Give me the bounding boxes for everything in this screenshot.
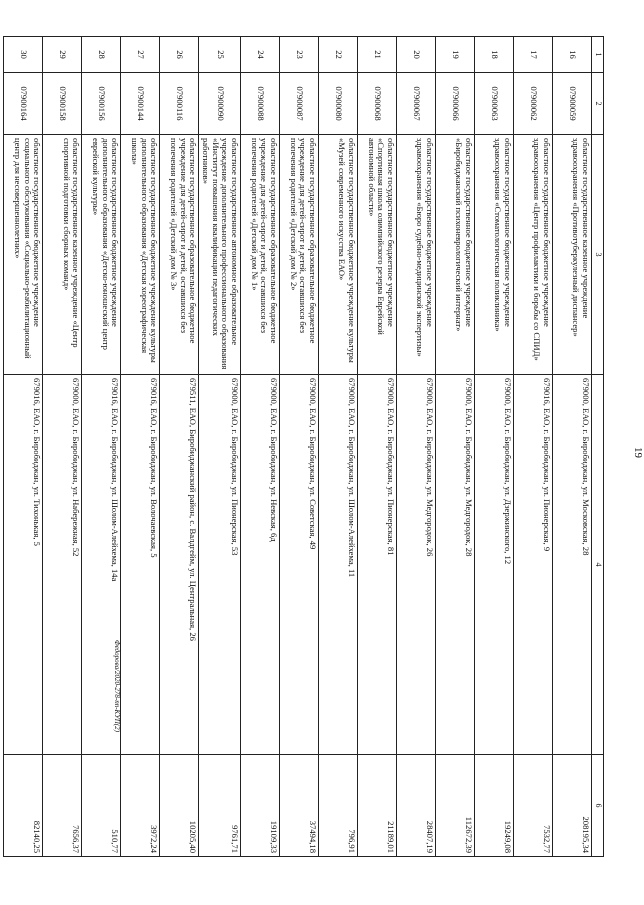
row-number-cell: 18 [475,37,514,73]
code-cell: 07900087 [280,73,319,135]
table-row [121,37,160,857]
institution-name-cell: областное государственное образовательное бюджетное учреждение для детей-сирот и детей, оставшихся без попечения родителей «Детский дом № 3» [160,135,199,375]
footer-reference: Федорова/2020-278-пп-КУП(2) [113,640,121,733]
institution-name-cell: областное государственное бюджетное учреждение здравоохранения «Стоматологическая поликлиника» [475,135,514,375]
institutions-table [4,36,605,857]
table-row [4,37,43,857]
code-cell: 07900067 [397,73,436,135]
table-row [358,37,397,857]
address-cell: 679016, ЕАО, г. Биробиджан, ул. Шолом-Алейхема, 14а [82,375,121,755]
table-header-row [592,37,604,857]
amount-cell: 82140,25 [4,755,43,857]
institution-name-cell: областное государственное образовательное бюджетное учреждение для детей-сирот и детей, оставшихся без попечения родителей «Детский дом № 2» [280,135,319,375]
amount-cell: 28407,19 [397,755,436,857]
institution-name-cell: областное государственное бюджетное учреждение здравоохранения «Бюро судебно-медицинской экспертизы» [397,135,436,375]
row-number-cell: 21 [358,37,397,73]
table-row [280,37,319,857]
table-row [436,37,475,857]
address-cell: 679000, ЕАО, г. Биробиджан, ул. Набережная, 52 [43,375,82,755]
institution-name-cell: областное государственное казенное учреждение здравоохранения «Противотуберкулезный диспансер» [553,135,592,375]
address-cell: 679016, ЕАО, г. Биробиджан, ул. Волочаевская, 5 [121,375,160,755]
institution-name-cell: областное государственное казенное учреждение «Центр спортивной подготовки сборных команд» [43,135,82,375]
row-number-cell: 16 [553,37,592,73]
amount-cell: 21189,01 [358,755,397,857]
table-row [199,37,241,857]
address-cell: 679511, ЕАО, Биробиджанский район, с. Валдгейм, ул. Центральная, 26 [160,375,199,755]
amount-cell: 3972,24 [121,755,160,857]
header-cell: 6 [592,755,604,857]
amount-cell: 9761,71 [199,755,241,857]
institution-name-cell: областное государственное бюджетное учреждение дополнительного образования «Детско-юношеский центр еврейской культуры» [82,135,121,375]
row-number-cell: 20 [397,37,436,73]
address-cell: 679000, ЕАО, г. Биробиджан, ул. Шолом-Алейхема, 11 [319,375,358,755]
header-cell: 2 [592,73,604,135]
amount-cell: 796,91 [319,755,358,857]
row-number-cell: 24 [241,37,280,73]
institution-name-cell: областное государственное бюджетное учреждение здравоохранения «Центр профилактики и борьбы со СПИД» [514,135,553,375]
address-cell: 679016, ЕАО, г. Биробиджан, ул. Тихонькая, 5 [4,375,43,755]
address-cell: 679000, ЕАО, г. Биробиджан, ул. Пионерская, 53 [199,375,241,755]
row-number-cell: 27 [121,37,160,73]
header-cell: 1 [592,37,604,73]
code-cell: 07900062 [514,73,553,135]
amount-cell: 510,77 [82,755,121,857]
row-number-cell: 25 [199,37,241,73]
table-row [43,37,82,857]
address-cell: 679000, ЕАО, г. Биробиджан, ул. Советская, 49 [280,375,319,755]
row-number-cell: 22 [319,37,358,73]
address-cell: 679000, ЕАО, г. Биробиджан, ул. Московская, 28 [553,375,592,755]
amount-cell: 10205,40 [160,755,199,857]
institution-name-cell: областное государственное образовательное бюджетное учреждение для детей-сирот и детей, оставшихся без попечения родителей «Детский дом № 1» [241,135,280,375]
institution-name-cell: областное государственное бюджетное учреждение культуры «Музей современного искусства ЕАО» [319,135,358,375]
code-cell: 07900066 [436,73,475,135]
code-cell: 07900116 [160,73,199,135]
address-cell: 679000, ЕАО, г. Биробиджан, ул. Медгородок, 26 [397,375,436,755]
address-cell: 679000, ЕАО, г. Биробиджан, ул. Дзержинского, 12 [475,375,514,755]
row-number-cell: 29 [43,37,82,73]
code-cell: 07900068 [358,73,397,135]
institution-name-cell: областное государственное бюджетное учреждение «Биробиджанский психоневрологический интернат» [436,135,475,375]
table-row [319,37,358,857]
header-cell: 4 [592,375,604,755]
code-cell: 07900088 [241,73,280,135]
row-number-cell: 30 [4,37,43,73]
table-row [514,37,553,857]
code-cell: 07900164 [4,73,43,135]
institution-name-cell: областное государственное бюджетное учреждение «Спортивная школа олимпийского резерва Еврейской автономной области» [358,135,397,375]
amount-cell: 7532,77 [514,755,553,857]
header-cell: 3 [592,135,604,375]
table-row [160,37,199,857]
address-cell: 679000, ЕАО, г. Биробиджан, ул. Пионерская, 81 [358,375,397,755]
table-row [241,37,280,857]
table-row [475,37,514,857]
page-number: 19 [632,447,644,458]
institution-name-cell: областное государственное автономное образовательное учреждение дополнительного профессионального образования «Институт повышения квалификации педагогических работников» [199,135,241,375]
address-cell: 679000, ЕАО, г. Биробиджан, ул. Невская, 6д [241,375,280,755]
row-number-cell: 26 [160,37,199,73]
code-cell: 07900080 [319,73,358,135]
address-cell: 679016, ЕАО, г. Биробиджан, ул. Пионерская, 9 [514,375,553,755]
amount-cell: 208195,34 [553,755,592,857]
table-row [553,37,592,857]
amount-cell: 19109,33 [241,755,280,857]
institution-name-cell: областное государственное бюджетное учреждение социального обслуживания «Социально-реабилитационный центр для несовершеннолетних» [4,135,43,375]
table-row [397,37,436,857]
code-cell: 07900063 [475,73,514,135]
amount-cell: 37494,18 [280,755,319,857]
code-cell: 07900156 [82,73,121,135]
amount-cell: 19249,08 [475,755,514,857]
code-cell: 07900090 [199,73,241,135]
code-cell: 07900158 [43,73,82,135]
address-cell: 679000, ЕАО, г. Биробиджан, ул. Медгородок, 28 [436,375,475,755]
amount-cell: 112672,39 [436,755,475,857]
row-number-cell: 28 [82,37,121,73]
code-cell: 07900059 [553,73,592,135]
row-number-cell: 19 [436,37,475,73]
row-number-cell: 17 [514,37,553,73]
row-number-cell: 23 [280,37,319,73]
code-cell: 07900144 [121,73,160,135]
table-row [82,37,121,857]
amount-cell: 7656,37 [43,755,82,857]
institution-name-cell: областное государственное бюджетное учреждение культуры дополнительного образования «Детская хореографическая школа» [121,135,160,375]
